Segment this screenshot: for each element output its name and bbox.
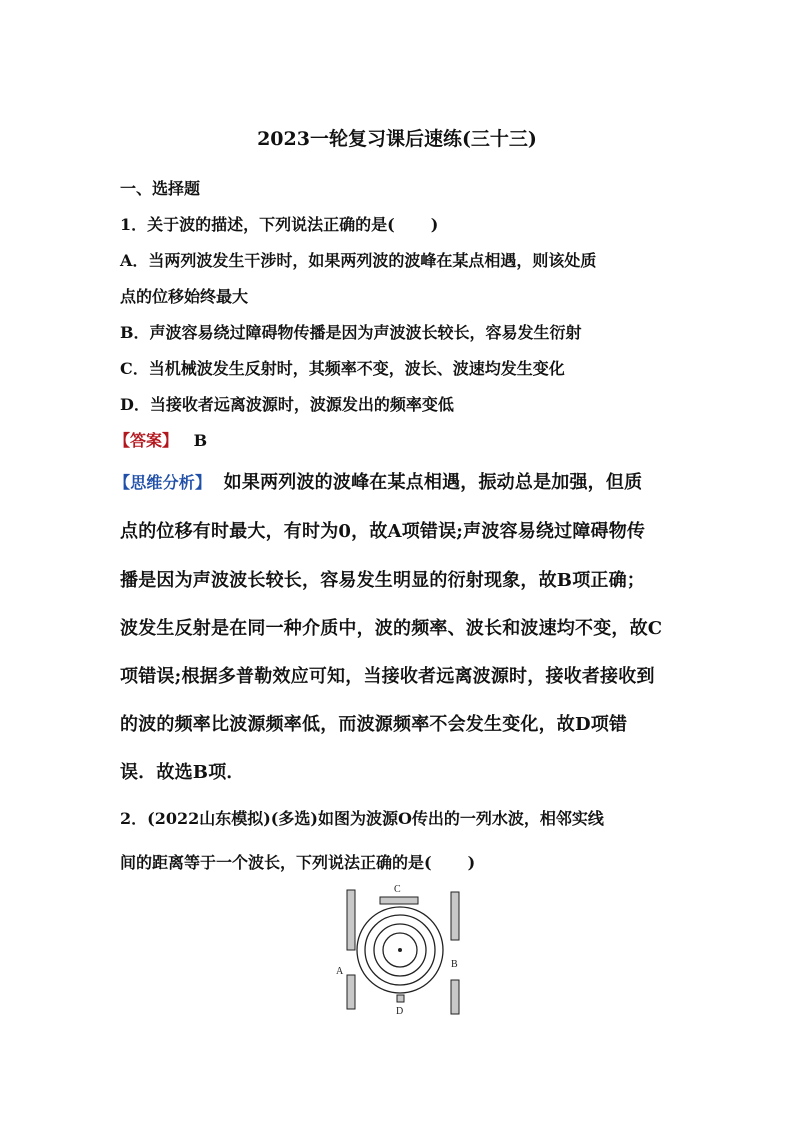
q1-stem-text: 1．关于波的描述，下列说法正确的是( xyxy=(120,215,395,234)
q2-line-2-text: 间的距离等于一个波长，下列说法正确的是( xyxy=(120,853,432,872)
analysis-line-6: 的波的频率比波源频率低，而波源频率不会发生变化，故D项错 xyxy=(120,714,628,735)
q2-line-2-end: ) xyxy=(467,853,476,872)
q1-option-d: D．当接收者远离波源时，波源发出的频率变低 xyxy=(120,395,454,414)
q1-answer xyxy=(114,428,207,451)
q2-line-1: 2．(2022山东模拟)(多选)如图为波源O传出的一列水波，相邻实线 xyxy=(120,809,604,828)
q1-stem xyxy=(120,212,438,235)
section-heading: 一、选择题 xyxy=(120,179,201,198)
analysis-line-2: 点的位移有时最大，有时为0，故A项错误;声波容易绕过障碍物传 xyxy=(120,521,646,542)
label-b: B xyxy=(451,959,458,970)
page-title: 2023一轮复习课后速练(三十三) xyxy=(257,128,537,150)
label-d: D xyxy=(396,1006,404,1017)
analysis-label: 【思维分析】 xyxy=(114,473,212,492)
barrier-right-top xyxy=(451,892,459,940)
q1-option-c: C．当机械波发生反射时，其频率不变，波长、波速均发生变化 xyxy=(120,359,565,378)
water-wave-figure xyxy=(333,880,465,1018)
barrier-right-bottom xyxy=(451,980,459,1014)
analysis-text-1: 如果两列波的波峰在某点相遇，振动总是加强，但质 xyxy=(223,472,643,493)
barrier-left-top xyxy=(347,890,355,950)
barrier-top-c xyxy=(380,897,418,904)
barrier-bottom-d xyxy=(397,995,404,1002)
answer-label: 【答案】 xyxy=(114,431,179,450)
barrier-left-bottom xyxy=(347,975,355,1009)
analysis-line-4: 波发生反射是在同一种介质中，波的频率、波长和波速均不变，故C xyxy=(120,618,663,639)
label-c: C xyxy=(394,884,401,895)
q2-line-2 xyxy=(120,850,475,873)
wave-source-point xyxy=(398,948,402,952)
water-wave-diagram xyxy=(333,880,465,1018)
analysis-line-3: 播是因为声波波长较长，容易发生明显的衍射现象，故B项正确； xyxy=(120,570,646,591)
analysis-line-7: 误．故选B项． xyxy=(120,762,245,783)
q1-option-a: A．当两列波发生干涉时，如果两列波的波峰在某点相遇，则该处质 xyxy=(120,251,597,270)
analysis-line-5: 项错误;根据多普勒效应可知，当接收者远离波源时，接收者接收到 xyxy=(120,666,655,687)
q1-option-a-cont: 点的位移始终最大 xyxy=(120,287,249,306)
q1-stem-end: ) xyxy=(430,215,439,234)
label-a: A xyxy=(336,966,344,977)
q1-option-b: B．声波容易绕过障碍物传播是因为声波波长较长，容易发生衍射 xyxy=(120,323,582,342)
analysis-line-1 xyxy=(114,468,642,494)
answer-value: B xyxy=(193,431,208,450)
